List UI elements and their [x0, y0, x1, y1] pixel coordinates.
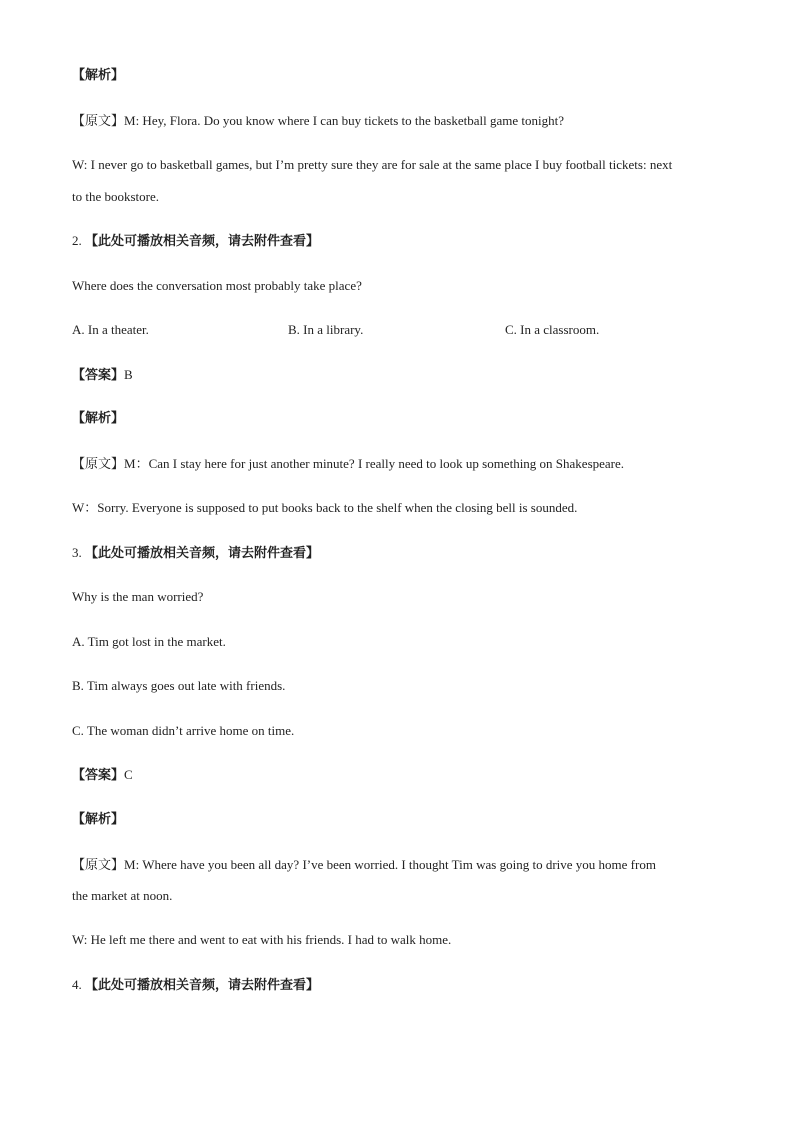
q3-transcript-m-line1: [72, 857, 734, 874]
q3-number: 3.: [72, 545, 82, 560]
q2-answer-value: B: [124, 367, 133, 382]
q1-transcript-w-line2: to the bookstore.: [72, 189, 160, 204]
q4-heading: [72, 977, 734, 994]
q3-answer: [72, 767, 734, 784]
q2-transcript-tag: 【原文】: [72, 457, 125, 472]
q3-audio-notice[interactable]: 【此处可播放相关音频，请去附件查看】: [85, 546, 320, 561]
q3-transcript-tag: 【原文】: [72, 858, 125, 873]
q2-option-a: A. In a theater.: [72, 322, 149, 337]
q2-transcript-m: [72, 456, 734, 473]
q1-analysis-tag: 【解析】: [72, 68, 125, 83]
q3-transcript-m-line2: the market at noon.: [72, 888, 173, 903]
q3-transcript-w: W: He left me there and went to eat with his friends. I had to walk home.: [72, 932, 452, 947]
q3-option-c: C. The woman didn’t arrive home on time.: [72, 723, 295, 738]
q1-transcript-tag: 【原文】: [72, 114, 125, 129]
q2-number: 2.: [72, 233, 82, 248]
q1-transcript-m-text: M: Hey, Flora. Do you know where I can buy tickets to the basketball game tonight?: [124, 113, 564, 128]
q2-analysis-tag: 【解析】: [72, 411, 125, 426]
q3-question: Why is the man worried?: [72, 589, 204, 604]
q4-audio-notice[interactable]: 【此处可播放相关音频，请去附件查看】: [85, 978, 320, 993]
q2-transcript-m-text: M：Can I stay here for just another minute? I really need to look up something on Shakespeare.: [124, 456, 625, 471]
q2-heading: [72, 233, 734, 250]
q2-option-c: C. In a classroom.: [505, 322, 600, 337]
q2-option-b: B. In a library.: [288, 322, 364, 337]
q3-transcript-m-text: M: Where have you been all day? I’ve been worried. I thought Tim was going to drive you home from: [124, 857, 656, 872]
q2-question: Where does the conversation most probably take place?: [72, 278, 362, 293]
q3-analysis-tag: 【解析】: [72, 812, 125, 827]
q3-answer-tag: 【答案】: [72, 768, 125, 783]
q2-transcript-w: W：Sorry. Everyone is supposed to put books back to the shelf when the closing bell is sounded.: [72, 500, 578, 515]
q3-option-a: A. Tim got lost in the market.: [72, 634, 226, 649]
q1-transcript-m: [72, 113, 734, 130]
q3-heading: [72, 545, 734, 562]
q3-answer-value: C: [124, 767, 133, 782]
q1-transcript-w-line1: W: I never go to basketball games, but I’m pretty sure they are for sale at the same place I buy football tickets: next: [72, 157, 673, 172]
q3-option-b: B. Tim always goes out late with friends.: [72, 678, 286, 693]
q2-answer: [72, 367, 734, 384]
q2-answer-tag: 【答案】: [72, 368, 125, 383]
q4-number: 4.: [72, 977, 82, 992]
q2-audio-notice[interactable]: 【此处可播放相关音频，请去附件查看】: [85, 234, 320, 249]
